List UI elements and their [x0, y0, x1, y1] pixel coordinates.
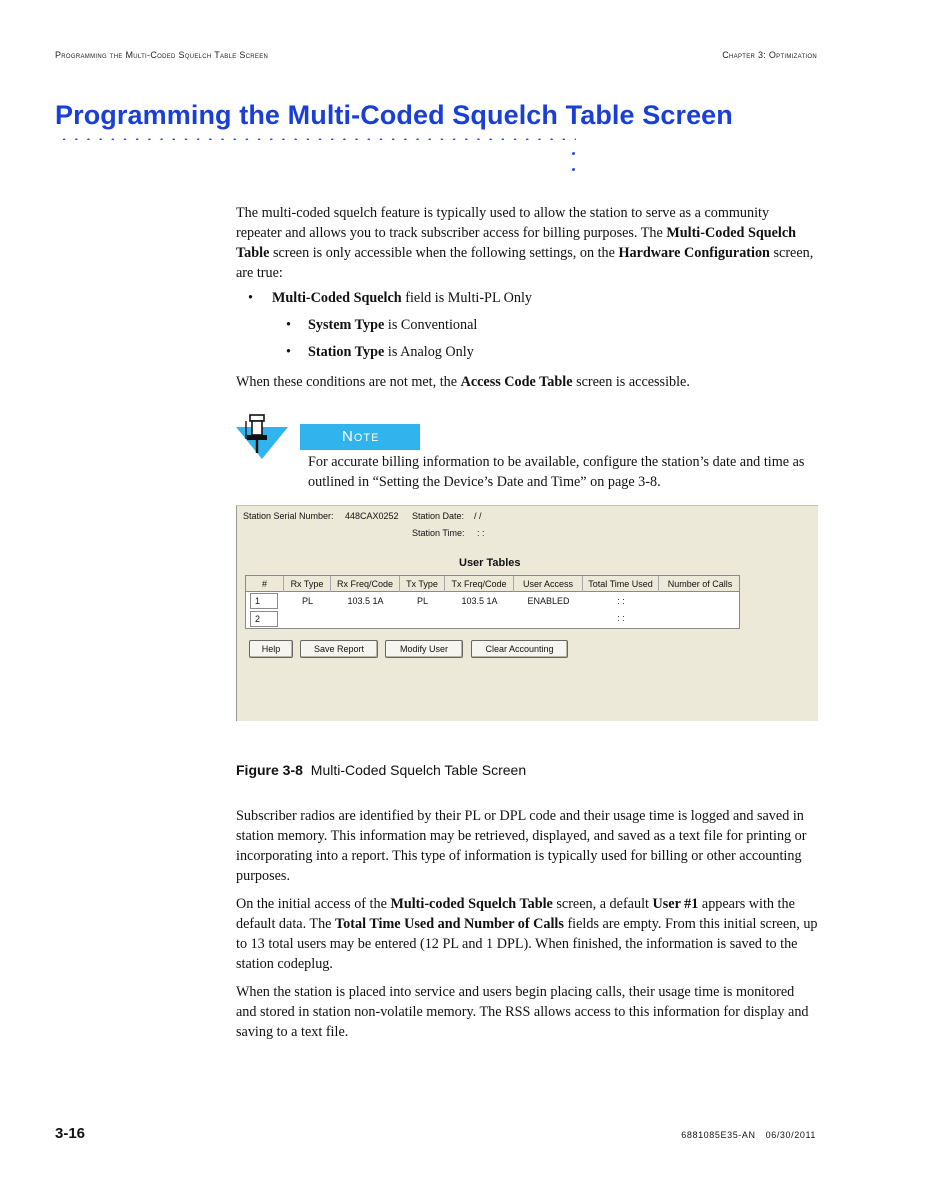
- document-date: 06/30/2011: [765, 1130, 816, 1140]
- bullet-dot-icon: •: [286, 344, 291, 360]
- squelch-table-screenshot: [236, 505, 818, 721]
- date-value: / /: [474, 511, 482, 521]
- user-access-cell: ENABLED: [527, 596, 570, 606]
- bullet-item: • Multi-Coded Squelch field is Multi-PL Only: [248, 290, 533, 306]
- number-of-calls-cell: [659, 610, 741, 627]
- column-header[interactable]: Tx Type: [400, 576, 445, 592]
- help-button[interactable]: Help: [249, 640, 293, 658]
- dotted-rule-dot: [572, 152, 575, 155]
- total-time-cell: : :: [617, 613, 625, 623]
- number-of-calls-cell: [659, 593, 741, 610]
- user-access-cell: [514, 610, 583, 627]
- figure-caption: Figure 3-8 Multi-Coded Squelch Table Screen: [236, 762, 527, 778]
- column-header[interactable]: Tx Freq/Code: [445, 576, 514, 592]
- page-number: 3-16: [55, 1125, 86, 1142]
- column-header[interactable]: Total Time Used: [583, 576, 659, 592]
- date-label: Station Date:: [412, 511, 465, 521]
- section-title: Programming the Multi-Coded Squelch Table Screen: [55, 100, 733, 130]
- tx-type-cell: PL: [416, 596, 428, 606]
- intro-paragraph: The multi-coded squelch feature is typically used to allow the station to serve as a community repeater and allows you to track subscriber access for billing purposes. The Multi-Coded Squelch Table screen is only accessible when the following settings, on the Hardware Configuration screen, are true:: [236, 205, 814, 281]
- user-table-header: [246, 576, 739, 592]
- user-table: [245, 575, 740, 629]
- body-paragraph: Subscriber radios are identified by their PL or DPL code and their usage time is logged and saved in station memory. This information may be retrieved, displayed, and saved as a text file for printing or incorporating into a report. This type of information is typically used for billing or other accounting purposes.: [236, 808, 807, 884]
- clear-accounting-button[interactable]: Clear Accounting: [471, 640, 568, 658]
- sub-bullet-item: • Station Type is Analog Only: [286, 344, 474, 360]
- save-report-button[interactable]: Save Report: [300, 640, 378, 658]
- column-header[interactable]: Number of Calls: [667, 579, 733, 589]
- sub-bullet-item: • System Type is Conventional: [286, 317, 478, 333]
- pushpin-note-icon: [236, 413, 288, 459]
- table-row[interactable]: [246, 593, 739, 610]
- bullet-dot-icon: •: [286, 317, 291, 333]
- dotted-rule-dot: [572, 168, 575, 171]
- modify-user-button[interactable]: Modify User: [385, 640, 463, 658]
- time-value: : :: [477, 528, 485, 538]
- rx-type-cell: [284, 610, 331, 627]
- document-number: 6881085E35-AN: [681, 1130, 756, 1140]
- column-header[interactable]: #: [246, 576, 284, 592]
- user-tables-title: User Tables: [459, 557, 521, 569]
- body-paragraph: On the initial access of the Multi-coded Squelch Table screen, a default User #1 appears with the default data. The Total Time Used and Number of Calls fields are empty. From this initial screen, up to 13 total users may be entered (12 PL and 1 DPL). When finished, the information is saved to the station codeplug.: [236, 896, 818, 972]
- total-time-cell: : :: [617, 596, 625, 606]
- conditions-paragraph: When these conditions are not met, the Access Code Table screen is accessible.: [236, 374, 690, 390]
- dotted-rule: [58, 138, 576, 140]
- column-header[interactable]: Rx Freq/Code: [331, 576, 400, 592]
- note-badge: Note: [300, 424, 420, 450]
- document-id: [671, 1130, 816, 1140]
- time-label: Station Time:: [412, 528, 465, 538]
- body-paragraph: When the station is placed into service and users begin placing calls, their usage time is monitored and stored in station non-volatile memory. The RSS allows access to this information for display and saving to a text file.: [236, 984, 809, 1040]
- column-header[interactable]: Rx Type: [284, 576, 331, 592]
- row-number[interactable]: 2: [250, 611, 278, 627]
- table-row[interactable]: [246, 610, 739, 627]
- rx-type-cell: PL: [301, 596, 313, 606]
- serial-value: 448CAX0252: [345, 511, 399, 521]
- running-header-left: Programming the Multi-Coded Squelch Table Screen: [55, 50, 269, 60]
- tx-freq-cell: [445, 610, 514, 627]
- serial-label: Station Serial Number:: [243, 511, 334, 521]
- column-header[interactable]: User Access: [514, 576, 583, 592]
- tx-freq-cell: 103.5 1A: [461, 596, 498, 606]
- rx-freq-cell: [331, 610, 400, 627]
- tx-type-cell: [400, 610, 445, 627]
- note-text: For accurate billing information to be available, configure the station’s date and time as outlined in “Setting the Device’s Date and Time” on page 3-8.: [308, 454, 805, 490]
- rx-freq-cell: 103.5 1A: [347, 596, 384, 606]
- row-number[interactable]: 1: [250, 593, 278, 609]
- running-header-right: Chapter 3: Optimization: [722, 50, 817, 60]
- bullet-dot-icon: •: [248, 290, 253, 306]
